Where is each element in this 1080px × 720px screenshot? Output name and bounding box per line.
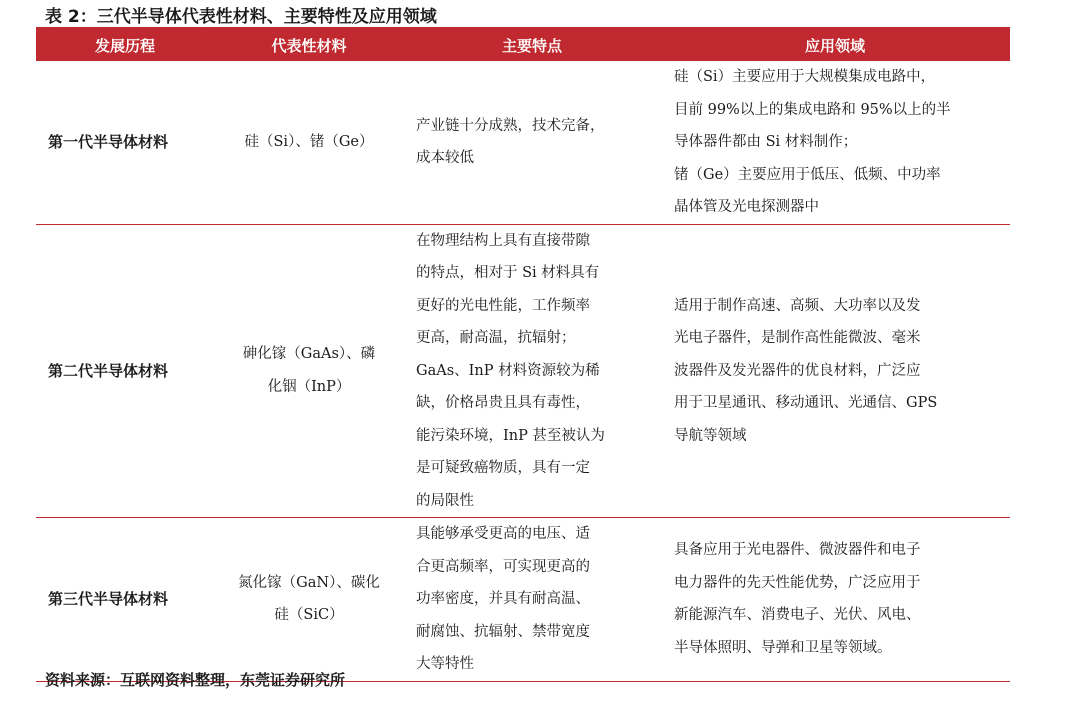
- material-cell: 硅（Si）、锗（Ge）: [244, 134, 374, 150]
- features-cell: 产业链十分成熟，技术完备， 成本较低: [416, 117, 605, 167]
- source-note: 资料来源：互联网资料整理，东莞证券研究所: [45, 671, 346, 689]
- features-cell: 在物理结构上具有直接带隙 的特点，相对于 Si 材料具有 更好的光电性能，工作频率 更高，耐高温，抗辐射； GaAs、InP 材料资源较为稀 缺，价格昂贵且具有毒性， 能污染环境，InP 甚至被认为 是可疑致癌物质，具有一定 的局限性: [416, 232, 605, 509]
- header-stage: 发展历程: [36, 27, 214, 61]
- material-cell: 氮化镓（GaN）、碳化 硅（SiC）: [238, 574, 380, 624]
- header-material: 代表性材料: [214, 27, 404, 61]
- stage-cell: 第三代半导体材料: [48, 590, 169, 608]
- header-features: 主要特点: [404, 27, 660, 61]
- table-header-row: [36, 27, 1010, 61]
- stage-cell: 第一代半导体材料: [48, 133, 169, 151]
- table-row: [36, 518, 1010, 682]
- applications-cell: 适用于制作高速、高频、大功率以及发 光电子器件，是制作高性能微波、毫米 波器件及发光器件的优良材料，广泛应 用于卫星通讯、移动通讯、光通信、GPS 导航等领域: [674, 297, 938, 444]
- semiconductor-table: [36, 27, 1010, 682]
- features-cell: 具能够承受更高的电压、适 合更高频率，可实现更高的 功率密度，并具有耐高温、 耐腐蚀、抗辐射、禁带宽度 大等特性: [416, 526, 590, 672]
- table-row: [36, 61, 1010, 224]
- stage-cell: 第二代半导体材料: [48, 361, 169, 380]
- table-title: 表 2：三代半导体代表性材料、主要特性及应用领域: [45, 7, 437, 27]
- material-cell: 砷化镓（GaAs）、磷 化铟（InP）: [242, 346, 376, 395]
- applications-cell: 硅（Si）主要应用于大规模集成电路中， 目前 99%以上的集成电路和 95%以上的半 导体器件都由 Si 材料制作； 锗（Ge）主要应用于低压、低频、中功率 晶体管及光电探测器中: [674, 69, 951, 215]
- applications-cell: 具备应用于光电器件、微波器件和电子 电力器件的先天性能优势，广泛应用于 新能源汽车、消费电子、光伏、风电、 半导体照明、导弹和卫星等领域。: [674, 542, 921, 656]
- header-applications: 应用领域: [660, 27, 1010, 61]
- table-row: [36, 224, 1010, 518]
